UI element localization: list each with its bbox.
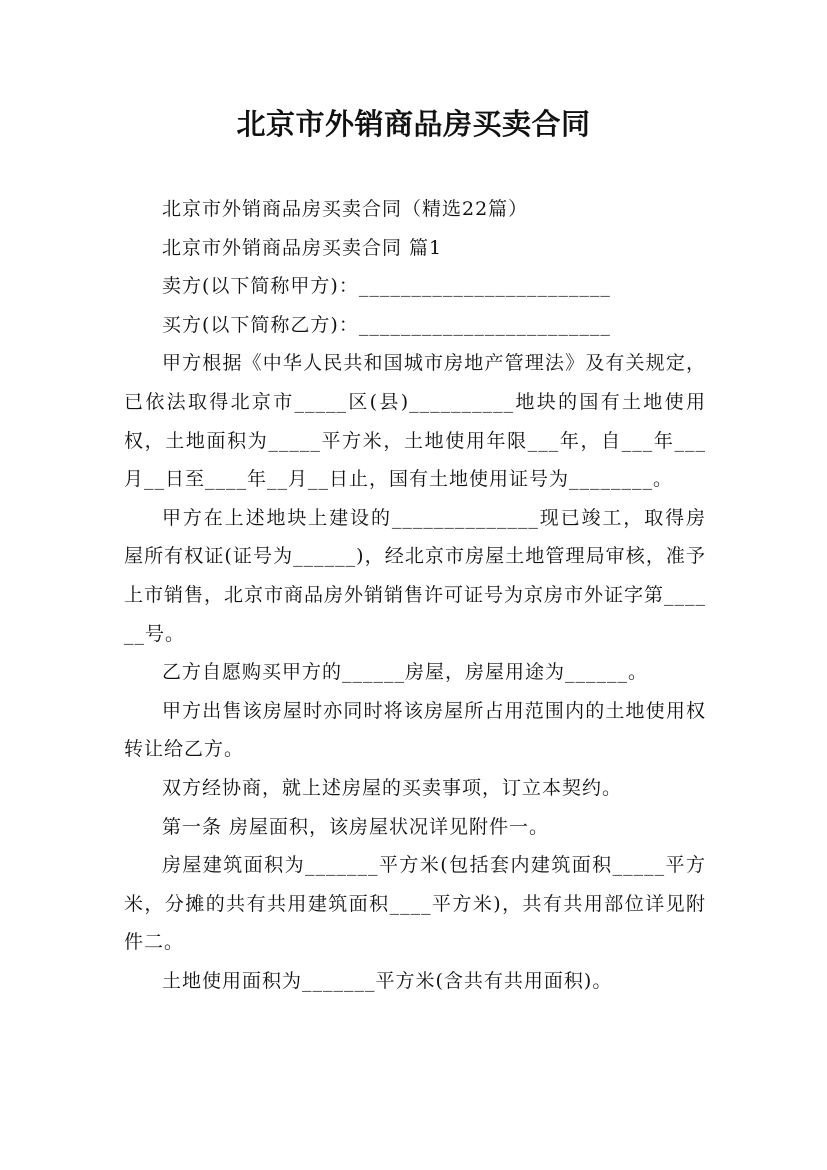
paragraph-land-area: 土地使用面积为_______平方米(含共有共用面积)。 xyxy=(162,969,613,992)
paragraph-chapter-heading: 北京市外销商品房买卖合同 篇1 xyxy=(162,236,443,259)
paragraph-buyer: 买方(以下简称乙方)：________________________ xyxy=(162,313,611,336)
paragraph-purchase-intent: 乙方自愿购买甲方的______房屋，房屋用途为______。 xyxy=(162,661,649,684)
paragraph-subtitle: 北京市外销商品房买卖合同（精选22篇） xyxy=(162,198,529,220)
paragraph-building-area: 房屋建筑面积为_______平方米(包括套内建筑面积_____平方米，分摊的共有共用建筑面积____平方米)，共有共用部位详见附件二。 xyxy=(124,854,706,954)
paragraph-seller: 卖方(以下简称甲方)：________________________ xyxy=(162,275,611,298)
paragraph-agreement: 双方经协商，就上述房屋的买卖事项，订立本契约。 xyxy=(162,776,623,799)
document-title: 北京市外销商品房买卖合同 xyxy=(236,107,591,141)
document-body xyxy=(124,190,706,1000)
paragraph-article-one: 第一条 房屋面积，该房屋状况详见附件一。 xyxy=(162,815,550,838)
paragraph-building-certificate: 甲方在上述地块上建设的______________现已竣工，取得房屋所有权证(证号为______)，经北京市房屋土地管理局审核，准予上市销售，北京市商品房外销销售许可证号为京房市外证字第______号。 xyxy=(124,506,707,645)
paragraph-land-rights: 甲方根据《中华人民共和国城市房地产管理法》及有关规定，已依法取得北京市_____区(县)__________地块的国有土地使用权，土地面积为_____平方米，土地使用年限___年，自___年___月__日至____年__月__日止，国有土地使用证号为________。 xyxy=(124,352,706,491)
paragraph-land-transfer: 甲方出售该房屋时亦同时将该房屋所占用范围内的土地使用权转让给乙方。 xyxy=(124,699,706,761)
